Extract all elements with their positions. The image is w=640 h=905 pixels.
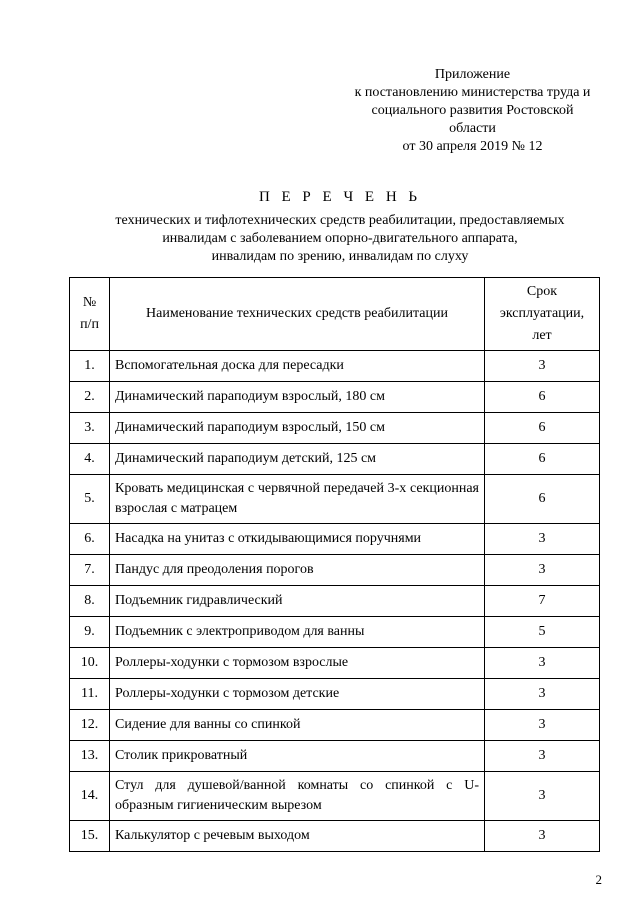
row-term: 3 xyxy=(485,710,600,741)
document-title-block xyxy=(60,188,620,266)
appendix-reference-line: к постановлению министерства труда и xyxy=(354,85,591,100)
appendix-reference-line: области xyxy=(449,121,496,136)
header-term-line3: лет xyxy=(532,328,552,343)
row-name: Динамический параподиум взрослый, 180 см xyxy=(110,382,485,413)
header-term-line2: эксплуатации, xyxy=(499,306,585,321)
row-number: 11. xyxy=(70,679,110,710)
row-name: Калькулятор с речевым выходом xyxy=(110,821,485,852)
appendix-date-line: от 30 апреля 2019 № 12 xyxy=(402,139,543,154)
appendix-block xyxy=(330,66,615,156)
header-term-line1: Срок xyxy=(526,284,558,299)
row-number: 10. xyxy=(70,648,110,679)
row-number: 2. xyxy=(70,382,110,413)
row-name: Подъемник с электроприводом для ванны xyxy=(110,617,485,648)
row-name: Подъемник гидравлический xyxy=(110,586,485,617)
row-number: 9. xyxy=(70,617,110,648)
header-name: Наименование технических средств реабилитации xyxy=(110,278,485,351)
row-number: 13. xyxy=(70,741,110,772)
row-term: 3 xyxy=(485,679,600,710)
row-term: 6 xyxy=(485,475,600,524)
row-term: 5 xyxy=(485,617,600,648)
row-name: Стул для душевой/ванной комнаты со спинкой с U-образным гигиеническим вырезом xyxy=(110,772,485,821)
header-term xyxy=(485,278,600,351)
appendix-title: Приложение xyxy=(434,67,511,82)
row-name: Роллеры-ходунки с тормозом детские xyxy=(110,679,485,710)
row-number: 7. xyxy=(70,555,110,586)
row-term: 6 xyxy=(485,444,600,475)
document-subtitle xyxy=(60,212,620,266)
row-number: 12. xyxy=(70,710,110,741)
table-row xyxy=(70,413,600,444)
subtitle-line: инвалидам по зрению, инвалидам по слуху xyxy=(211,249,469,264)
table-row xyxy=(70,555,600,586)
row-name: Сидение для ванны со спинкой xyxy=(110,710,485,741)
row-name: Пандус для преодоления порогов xyxy=(110,555,485,586)
row-number: 1. xyxy=(70,351,110,382)
header-number xyxy=(70,278,110,351)
table-row xyxy=(70,617,600,648)
row-number: 5. xyxy=(70,475,110,524)
row-name: Динамический параподиум детский, 125 см xyxy=(110,444,485,475)
table-row xyxy=(70,351,600,382)
row-term: 3 xyxy=(485,524,600,555)
row-name: Вспомогательная доска для пересадки xyxy=(110,351,485,382)
row-number: 6. xyxy=(70,524,110,555)
header-number-line2: п/п xyxy=(80,317,99,332)
table-row xyxy=(70,648,600,679)
row-name: Кровать медицинская с червячной передачей 3-х секционная взрослая с матрацем xyxy=(110,475,485,524)
table-row xyxy=(70,679,600,710)
header-number-line1: № xyxy=(82,295,97,310)
appendix-reference-line: социального развития Ростовской xyxy=(371,103,574,118)
row-term: 6 xyxy=(485,413,600,444)
row-term: 7 xyxy=(485,586,600,617)
table-row xyxy=(70,475,600,524)
row-name: Столик прикроватный xyxy=(110,741,485,772)
table-header-row xyxy=(70,278,600,351)
table-row xyxy=(70,821,600,852)
row-number: 8. xyxy=(70,586,110,617)
subtitle-line: технических и тифлотехнических средств реабилитации, предоставляемых xyxy=(115,213,565,228)
table-row xyxy=(70,710,600,741)
row-name: Роллеры-ходунки с тормозом взрослые xyxy=(110,648,485,679)
row-number: 15. xyxy=(70,821,110,852)
table-row xyxy=(70,586,600,617)
table-row xyxy=(70,524,600,555)
row-term: 3 xyxy=(485,351,600,382)
row-term: 6 xyxy=(485,382,600,413)
table-row xyxy=(70,741,600,772)
rehab-items-table xyxy=(69,277,600,852)
table-row xyxy=(70,382,600,413)
row-term: 3 xyxy=(485,821,600,852)
row-term: 3 xyxy=(485,772,600,821)
row-name: Динамический параподиум взрослый, 150 см xyxy=(110,413,485,444)
row-term: 3 xyxy=(485,555,600,586)
document-title: П Е Р Е Ч Е Н Ь xyxy=(258,189,422,205)
row-number: 14. xyxy=(70,772,110,821)
row-term: 3 xyxy=(485,648,600,679)
subtitle-line: инвалидам с заболеванием опорно-двигательного аппарата, xyxy=(162,231,518,246)
table-row xyxy=(70,444,600,475)
row-term: 3 xyxy=(485,741,600,772)
table-row xyxy=(70,772,600,821)
row-number: 4. xyxy=(70,444,110,475)
row-name: Насадка на унитаз с откидывающимися поручнями xyxy=(110,524,485,555)
row-number: 3. xyxy=(70,413,110,444)
page-number: 2 xyxy=(595,872,602,887)
